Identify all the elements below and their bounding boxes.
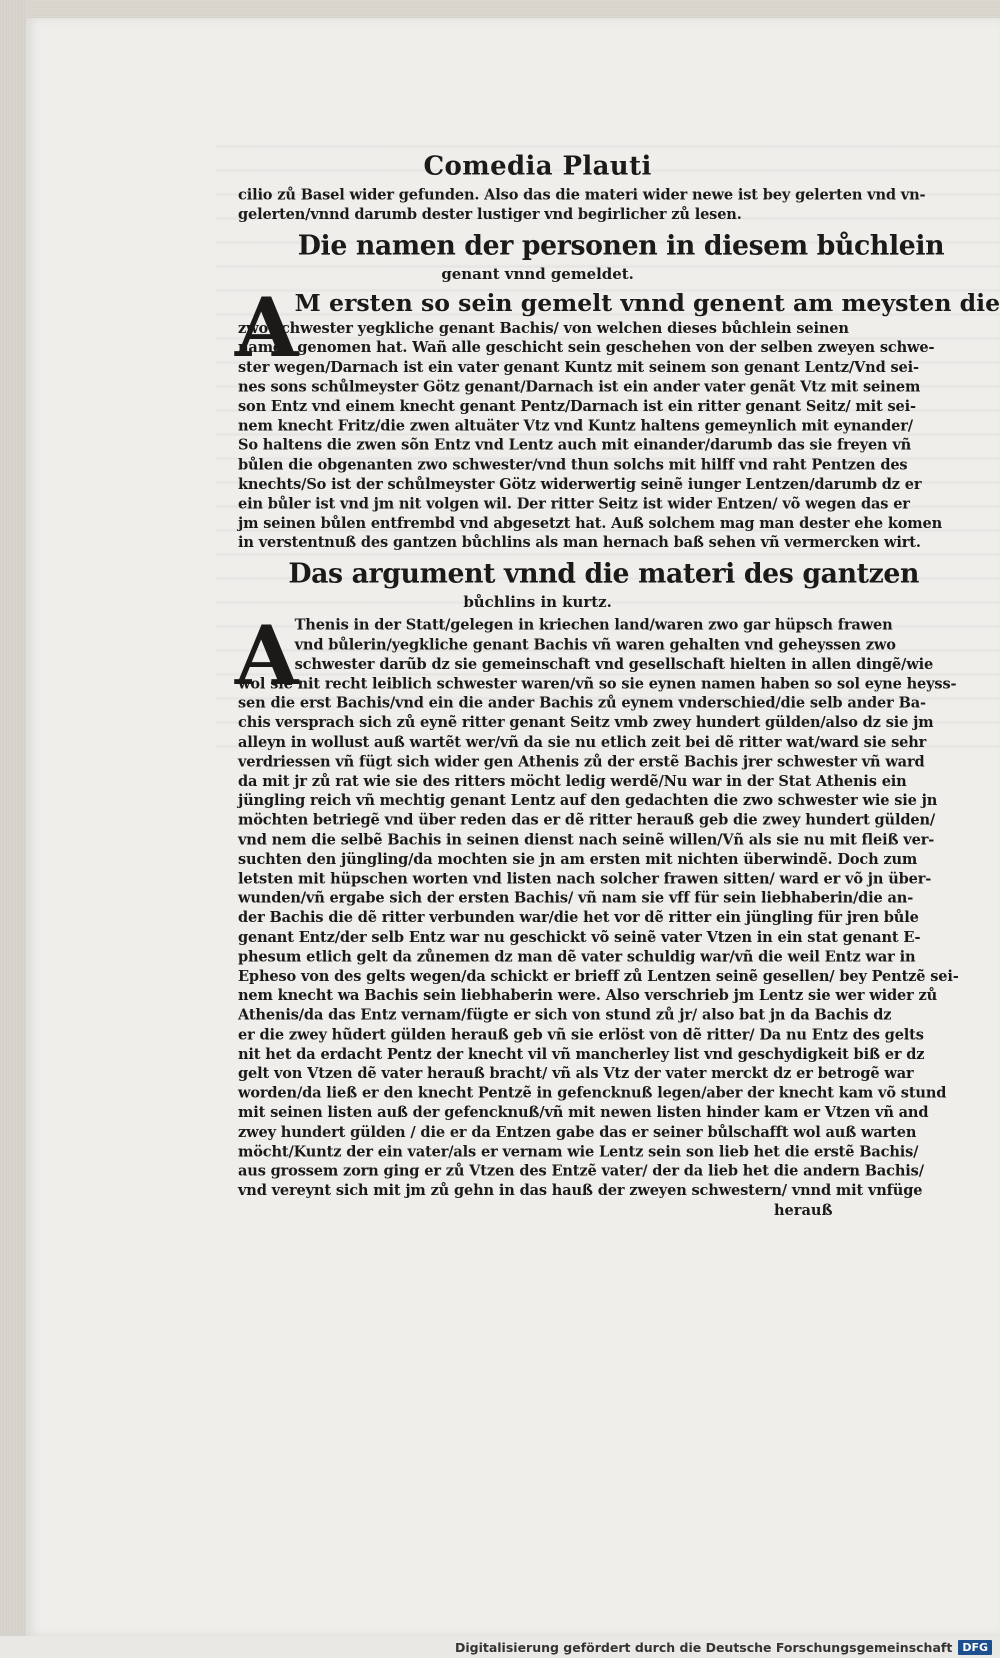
digitization-footer [0,1636,1000,1658]
text-line: nem knecht wa Bachis sein liebhaberin were. Also verschrieb jm Lentz sie wer wider zů [238,987,938,1005]
text-line: ster wegen/Darnach ist ein vater genant Kuntz mit seinem son genant Lentz/Vnd sei- [238,359,919,376]
text-line: verdriessen vñ fügt sich wider gen Athenis zů der erstẽ Bachis jrer schwester vñ ward [238,753,925,771]
text-line: mit seinen listen auß der gefencknuß/vñ mit newen listen hinder kam er Vtzen vñ and [238,1104,929,1122]
paragraph-argument [234,607,959,1201]
intro-lines [238,186,926,225]
text-line: letsten mit hüpschen worten vnd listen nach solcher frawen sitten/ ward er võ jn über- [238,870,932,888]
text-line: son Entz vnd einem knecht genant Pentz/Darnach ist ein ritter genant Seitz/ mit sei- [238,398,916,415]
paragraph-first-line: M ersten so sein gemelt vnnd genent am meysten die [294,289,1000,318]
text-line: So haltens die zwen sõn Entz vnd Lentz auch mit einander/darumb das sie freyen vñ [238,437,912,454]
text-line: cilio zů Basel wider gefunden. Also das die materi wider newe ist bey gelerten vnd vn- [238,186,926,204]
paragraph-personen [234,278,1000,553]
text-line: worden/da ließ er den knecht Pentzẽ in gefencknuß legen/aber der knecht kam võ stund [238,1085,947,1102]
text-line: jüngling reich vñ mechtig genant Lentz auf den gedachten die zwo schwester wie sie jn [238,792,938,810]
text-line: nit het da erdacht Pentz der knecht vil vñ mancherley list vnd geschydigkeit biß er dz [238,1046,925,1063]
text-line: da mit jr zů rat wie sie des ritters möcht ledig werdẽ/Nu war in der Stat Athenis ein [238,773,907,790]
text-line: Epheso von des gelts wegen/da schickt er brieff zů Lentzen seinẽ gesellen/ bey Pentzẽ sei- [238,968,959,985]
text-line: wol sie nit recht leiblich schwester waren/vñ so sie eynen namen haben so sol eyne heyss- [238,675,957,693]
decorated-initial: A [234,607,299,704]
dfg-logo: DFG [958,1640,992,1655]
text-line: aus grossem zorn ging er zů Vtzen des Entzẽ vater/ der da lieb het die andern Bachis/ [238,1163,924,1180]
text-line: er die zwey hũdert gülden herauß geb vñ sie erlöst von dẽ ritter/ Da nu Entz des gelts [238,1026,924,1044]
paragraph-indented-lines [238,616,934,674]
text-line: zwo schwester yegkliche genant Bachis/ von welchen dieses bůchlein seinen [238,320,849,337]
text-line: vnd bůlerin/yegkliche genant Bachis vñ waren gehalten vnd geheyssen zwo [294,636,896,654]
section-heading-personen: Die namen der personen in diesem bůchlein [297,229,945,262]
text-line: gelerten/vnnd darumb dester lustiger vnd begirlicher zů lesen. [238,206,742,223]
paragraph-lines [238,675,959,1201]
paragraph-lines [238,320,943,554]
section-subheading-personen: genant vnnd gemeldet. [441,265,634,283]
section-subheading-argument: bůchlins in kurtz. [463,593,612,611]
text-line: knechts/So ist der schůlmeyster Götz widerwertig seinẽ iunger Lentzen/darumb dz er [238,476,922,493]
text-line: möchten betriegẽ vnd über reden das er dẽ ritter herauß geb die zwey hundert gülden/ [238,812,936,829]
text-line: chis versprach sich zů eynẽ ritter genant Seitz vmb zwey hundert gülden/also dz sie jm [238,714,934,732]
text-line: ein bůler ist vnd jm nit volgen wil. Der ritter Seitz ist wider Entzen/ võ wegen das er [238,495,910,513]
text-line: wunden/vñ ergabe sich der ersten Bachis/ vñ nam sie vff für sein liebhaberin/die an- [238,890,914,907]
funding-notice: Digitalisierung gefördert durch die Deutsche Forschungsgemeinschaft [454,1639,953,1655]
book-page [26,18,1000,1636]
text-line: nem knecht Fritz/die zwen altuäter Vtz vnd Kuntz haltens gemeynlich mit eynander/ [238,417,913,435]
section-heading-argument: Das argument vnnd die materi des gantzen [288,558,920,590]
text-line: sen die erst Bachis/vnd ein die ander Bachis zů eynem vnderschied/die selb ander Ba- [238,695,926,712]
text-line: nes sons schůlmeyster Götz genant/Darnach ist ein ander vater genãt Vtz mit seinem [238,378,921,396]
text-line: namen genomen hat. Wañ alle geschicht sein geschehen von der selben zweyen schwe- [238,339,935,357]
text-line: vnd vereynt sich mit jm zů gehn in das hauß der zweyen schwestern/ vnnd mit vnfüge [238,1182,923,1200]
text-line: gelt von Vtzen dẽ vater herauß bracht/ vñ als Vtz der vater merckt dz er betrogẽ war [238,1065,914,1083]
text-line: Athenis/da das Entz vernam/fügte er sich von stund zů jr/ also bat jn da Bachis dz [238,1007,892,1024]
text-line: Thenis in der Statt/gelegen in kriechen land/waren zwo gar hüpsch frawen [294,617,893,634]
page-text-block [234,150,1000,1220]
text-line: schwester darũb dz sie gemeinschaft vnd gesellschaft hielten in allen dingẽ/wie [294,656,934,673]
catchword: herauß [773,1202,833,1219]
text-line: der Bachis die dẽ ritter verbunden war/die het vor dẽ ritter ein jüngling für jren bůle [238,909,919,927]
text-line: genant Entz/der selb Entz war nu geschickt võ seinẽ vater Vtzen in ein stat genant E- [238,929,921,946]
text-line: jm seinen bůlen entfrembd vnd abgesetzt hat. Auß solchem mag man dester ehe komen [238,515,943,532]
text-line: phesum etlich gelt da zůnemen dz man dẽ vater schuldig war/vñ die weil Entz war in [238,948,916,966]
running-head: Comedia Plauti [423,150,652,181]
book-page-edges [0,0,26,1658]
text-line: zwey hundert gülden / die er da Entzen gabe das er seiner bůlschafft wol auß warten [238,1124,917,1141]
decorated-initial: A [234,278,299,376]
text-line: alleyn in wollust auß wartẽt wer/vñ da sie nu etlich zeit bei dẽ ritter wat/ward sie sehr [238,734,927,751]
text-line: bůlen die obgenanten zwo schwester/vnd thun solchs mit hilff vnd raht Pentzen des [238,456,908,474]
text-line: möcht/Kuntz der ein vater/als er vernam wie Lentz sein son lieb het die erstẽ Bachis/ [238,1143,919,1161]
text-line: suchten den jüngling/da mochten sie jn am ersten mit nichten überwindẽ. Doch zum [238,851,918,868]
text-line: in verstentnuß des gantzen bůchlins als man hernach baß sehen vñ vermercken wirt. [238,534,921,552]
text-line: vnd nem die selbẽ Bachis in seinen dienst nach seinẽ willen/Vñ als sie nu mit fleiß ver- [238,831,935,849]
